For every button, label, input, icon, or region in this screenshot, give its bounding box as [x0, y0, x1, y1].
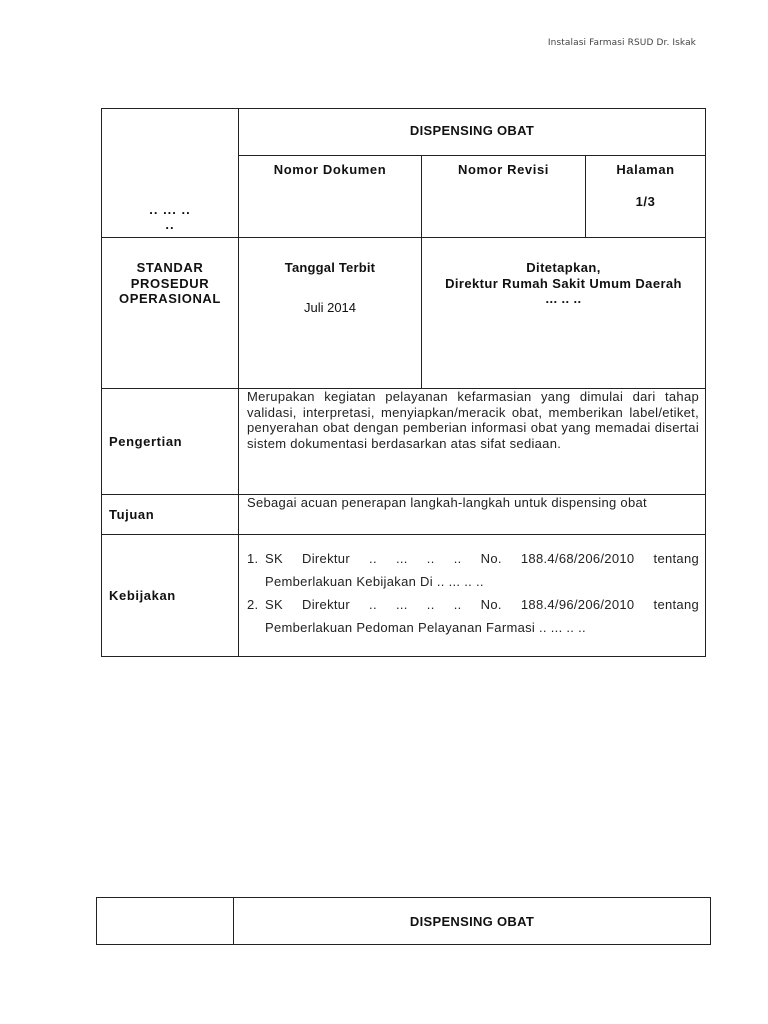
nomor-dokumen-cell	[239, 156, 422, 238]
list-item	[247, 547, 699, 593]
ditetapkan-text: Ditetapkan, Direktur Rumah Sakit Umum Daerah ... .. ..	[445, 260, 682, 307]
list-item-line2: Pemberlakuan Pedoman Pelayanan Farmasi .. ... .. ..	[265, 620, 586, 635]
kebijakan-content	[239, 535, 706, 657]
tanggal-terbit-cell	[239, 238, 422, 389]
kebijakan-list	[239, 535, 705, 649]
sop-label	[102, 238, 239, 389]
halaman-cell	[586, 156, 706, 238]
next-page-title: DISPENSING OBAT	[234, 898, 711, 945]
list-item-line2: Pemberlakuan Kebijakan Di .. ... .. ..	[265, 574, 484, 589]
tanggal-terbit-value: Juli 2014	[303, 299, 357, 315]
tanggal-terbit-label: Tanggal Terbit	[284, 260, 376, 275]
list-item	[247, 593, 699, 639]
kebijakan-label: Kebijakan	[102, 535, 239, 657]
list-item-line1: SK Direktur .. ... .. .. No. 188.4/96/206/2010 tentang	[265, 597, 700, 612]
halaman-value: 1/3	[635, 193, 656, 209]
next-page-header-table	[96, 897, 711, 945]
sop-header-table	[101, 108, 706, 657]
pengertian-text: Merupakan kegiatan pelayanan kefarmasian yang dimulai dari tahap validasi, interpretasi, menyiapkan/meracik obat, memberikan label/etiket, penyerahan obat dengan pemberian informasi obat yang memadai disertai sistem dokumentasi berdasarkan atas sifat sediaan.	[239, 389, 706, 495]
sop-label-text: STANDAR PROSEDUR OPERASIONAL	[119, 260, 221, 307]
pengertian-label: Pengertian	[102, 389, 239, 495]
logo-placeholder-text: .. ... .. ..	[149, 201, 191, 233]
running-header: Instalasi Farmasi RSUD Dr. Iskak	[547, 38, 696, 48]
tujuan-label: Tujuan	[102, 495, 239, 535]
list-item-number: 1.	[247, 551, 259, 566]
nomor-revisi-label: Nomor Revisi	[457, 162, 549, 177]
nomor-revisi-cell	[422, 156, 586, 238]
next-page-logo-cell	[97, 898, 234, 945]
halaman-label: Halaman	[616, 162, 675, 177]
nomor-dokumen-label: Nomor Dokumen	[273, 162, 387, 177]
ditetapkan-cell	[422, 238, 706, 389]
tujuan-text: Sebagai acuan penerapan langkah-langkah untuk dispensing obat	[239, 495, 706, 535]
list-item-line1: SK Direktur .. ... .. .. No. 188.4/68/206/2010 tentang	[265, 551, 700, 566]
list-item-number: 2.	[247, 597, 259, 612]
document-title: DISPENSING OBAT	[239, 109, 706, 156]
logo-placeholder	[102, 109, 239, 238]
